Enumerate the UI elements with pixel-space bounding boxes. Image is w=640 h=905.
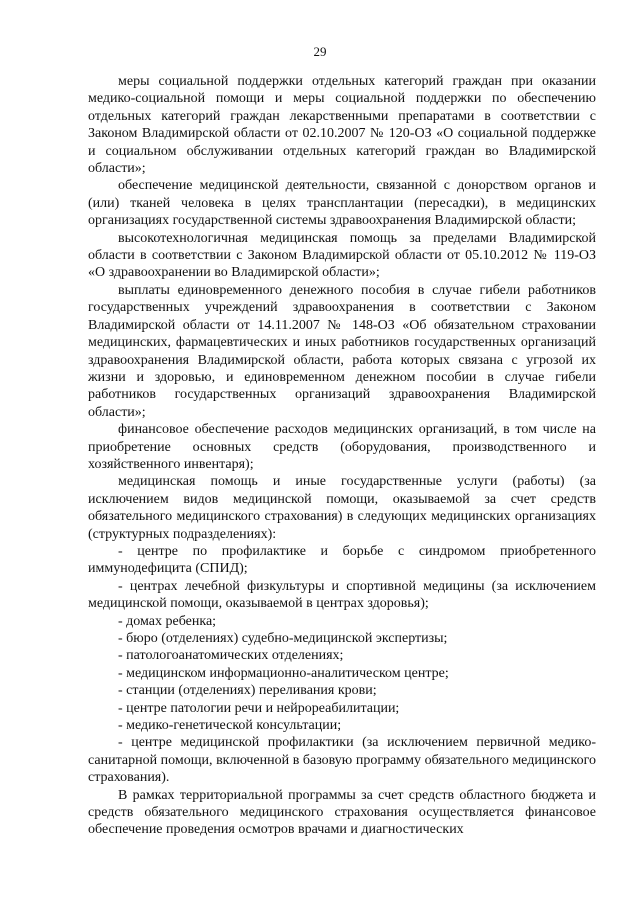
list-item: - центре медицинской профилактики (за исключением первичной медико-санитарной помощи, включенной в базовую программу обязательного медицинского страхования). <box>88 735 596 786</box>
page-number: 29 <box>313 44 327 59</box>
list-item: - домах ребенка; <box>118 613 217 629</box>
list-item: - бюро (отделениях) судебно-медицинской экспертизы; <box>118 631 448 646</box>
paragraph: обеспечение медицинской деятельности, связанной с донорством органов и (или) тканей человека в целях трансплантации (пересадки), в медицинских организациях государственной системы здравоохранения Владимирской области; <box>88 178 596 229</box>
list-item: - центрах лечебной физкультуры и спортивной медицины (за исключением медицинской помощи, оказываемой в центрах здоровья); <box>88 578 596 612</box>
list-item: - патологоанатомических отделениях; <box>118 648 344 664</box>
paragraph: медицинская помощь и иные государственные услуги (работы) (за исключением видов медицинской помощи, оказываемой за счет средств обязательного медицинского страхования) в следующих медицинских организациях (структурных подразделениях): <box>88 474 596 542</box>
paragraph: выплаты единовременного денежного пособия в случае гибели работников государственных учреждений здравоохранения в соответствии с Законом Владимирской области от 14.11.2007 № 148-ОЗ «Об обязательном страховании медицинских, фармацевтических и иных работников государственных организаций здравоохранения Владимирской области, работа которых связана с угрозой их жизни и здоровью, и единовременном денежном пособии в случае гибели работников государственных организаций здравоохранения Владимирской области»; <box>88 282 596 420</box>
paragraph: высокотехнологичная медицинская помощь за пределами Владимирской области в соответствии с Законом Владимирской области от 05.10.2012 № 119-ОЗ «О здравоохранении во Владимирской области»; <box>88 230 596 281</box>
list-item: - медико-генетической консультации; <box>118 718 342 734</box>
paragraph: меры социальной поддержки отдельных категорий граждан при оказании медико-социальной помощи и меры социальной поддержки по обеспечению отдельных категорий граждан лекарственными препаратами в соответствии с Законом Владимирской области от 02.10.2007 № 120-ОЗ «О социальной поддержке и социальном обслуживании отдельных категорий граждан во Владимирской области»; <box>88 74 596 177</box>
paragraph: В рамках территориальной программы за счет средств областного бюджета и средств обязательного медицинского страхования осуществляется финансовое обеспечение проведения осмотров врачами и диагностических <box>88 787 596 838</box>
list-item: - станции (отделениях) переливания крови; <box>118 683 377 699</box>
list-item: - центре патологии речи и нейрореабилитации; <box>118 700 400 716</box>
paragraph: финансовое обеспечение расходов медицинских организаций, в том числе на приобретение основных средств (оборудования, производственного и хозяйственного инвентаря); <box>88 422 596 472</box>
list-item: - медицинском информационно-аналитическом центре; <box>118 665 449 681</box>
document-body <box>88 73 596 839</box>
list-item: - центре по профилактике и борьбе с синдромом приобретенного иммунодефицита (СПИД); <box>88 543 596 577</box>
